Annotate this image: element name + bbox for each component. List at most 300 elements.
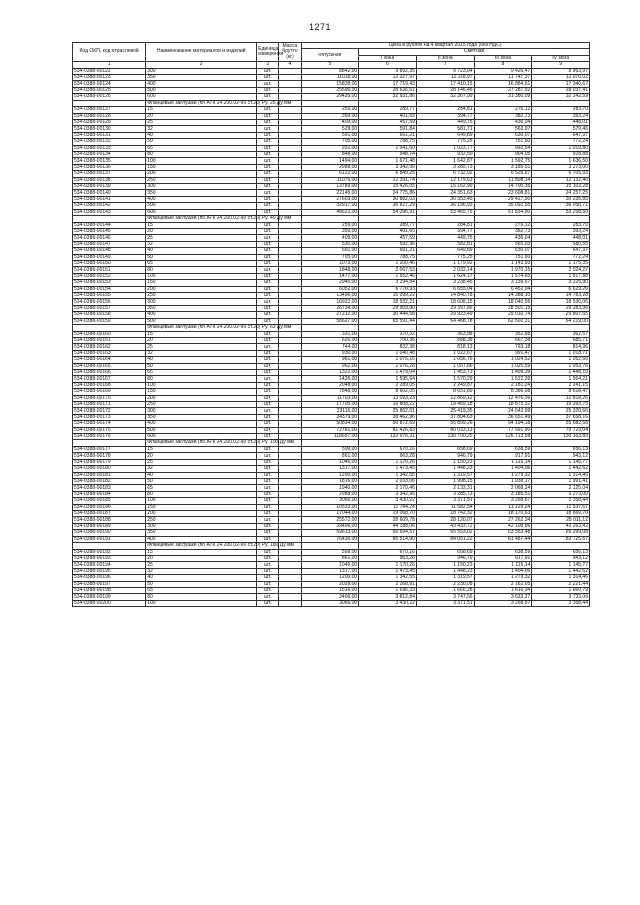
price-zone-4: 17 346,67 <box>532 81 590 87</box>
price-zone-2: 28 146,46 <box>416 87 474 93</box>
item-unit: шт. <box>257 261 279 267</box>
price-zone-2: 1 056,76 <box>416 357 474 363</box>
item-code: 534-0388-00160 <box>73 331 146 337</box>
price-zone-2: 394,77 <box>416 229 474 235</box>
price-zone-3: 1 115,14 <box>474 562 532 568</box>
price-zone-4: 8 963,97 <box>532 68 590 74</box>
item-code: 534-0388-00148 <box>73 248 146 254</box>
price-zone-3: 14 388,10 <box>474 292 532 298</box>
price-zone-1: 1 170,26 <box>359 562 417 568</box>
item-unit: шт. <box>257 132 279 138</box>
price-zone-1: 3 430,22 <box>359 498 417 504</box>
price-zone-3: 276,12 <box>474 222 532 228</box>
price-otpusknaya: 961,00 <box>301 357 359 363</box>
price-zone-2: 3 285,73 <box>416 491 474 497</box>
item-unit: шт. <box>257 382 279 388</box>
price-zone-1: 65 591,44 <box>359 318 417 324</box>
item-size: 15 <box>146 107 257 113</box>
price-zone-2: 449,75 <box>416 120 474 126</box>
item-size: 32 <box>146 466 257 472</box>
header-otpusknaya: отпускная <box>301 49 359 62</box>
price-otpusknaya: 59613,00 <box>301 530 359 536</box>
price-zone-3: 12 476,56 <box>474 395 532 401</box>
price-zone-2: 6 655,04 <box>416 286 474 292</box>
price-zone-3: 3 185,51 <box>474 491 532 497</box>
price-zone-1: 1 075,16 <box>359 357 417 363</box>
group-title: Фланцевые заглушки (по АТК 24.200.02-90 ст.20) Ру. 100 Ду мм <box>147 439 294 446</box>
price-otpusknaya: 931,00 <box>301 145 359 151</box>
price-zone-1: 700,36 <box>359 338 417 344</box>
item-size: 80 <box>146 376 257 382</box>
item-unit: шт. <box>257 120 279 126</box>
item-size: 50 <box>146 139 257 145</box>
item-code: 534-0388-00194 <box>73 562 146 568</box>
price-otpusknaya: 11018,00 <box>301 74 359 80</box>
price-zone-2: 3 371,51 <box>416 498 474 504</box>
price-zone-1: 591,84 <box>359 126 417 132</box>
item-code: 534-0388-00179 <box>73 459 146 465</box>
price-zone-2: 25 419,35 <box>416 408 474 414</box>
price-zone-3: 18 170,63 <box>474 510 532 516</box>
item-unit: шт. <box>257 107 279 113</box>
item-unit: шт. <box>257 370 279 376</box>
item-unit: шт. <box>257 536 279 542</box>
item-unit: шт. <box>257 485 279 491</box>
item-code: 534-0388-00177 <box>73 447 146 453</box>
header-unit: Единица измерения <box>257 43 279 62</box>
price-zone-3: 630,07 <box>474 248 532 254</box>
price-otpusknaya: 626,00 <box>301 338 359 344</box>
price-otpusknaya: 72781,00 <box>301 427 359 433</box>
price-zone-3: 3 139,67 <box>474 280 532 286</box>
item-unit: шт. <box>257 350 279 356</box>
price-zone-2: 1 998,15 <box>416 479 474 485</box>
item-code: 534-0388-00184 <box>73 491 146 497</box>
item-code: 534-0388-00127 <box>73 107 146 113</box>
item-size: 15 <box>146 222 257 228</box>
price-zone-4: 393,24 <box>532 229 590 235</box>
price-zone-2: 1 022,67 <box>416 350 474 356</box>
price-otpusknaya: 529,00 <box>301 126 359 132</box>
item-code: 534-0388-00195 <box>73 568 146 574</box>
price-otpusknaya: 13789,00 <box>301 183 359 189</box>
price-zone-2: 18 742,32 <box>416 510 474 516</box>
price-zone-1: 2 268,91 <box>359 581 417 587</box>
price-zone-3: 1 143,93 <box>474 261 532 267</box>
item-size: 400 <box>146 81 257 87</box>
item-code: 534-0388-00187 <box>73 510 146 516</box>
item-size: 400 <box>146 312 257 318</box>
price-zone-4: 29 283,96 <box>532 305 590 311</box>
price-zone-3: 6 526,67 <box>474 171 532 177</box>
price-zone-3: 1 616,34 <box>474 588 532 594</box>
price-zone-3: 8 366,08 <box>474 389 532 395</box>
item-code: 534-0388-00165 <box>73 363 146 369</box>
price-zone-1: 661,21 <box>359 248 417 254</box>
price-zone-3: 29 427,50 <box>474 196 532 202</box>
item-code: 534-0388-00153 <box>73 280 146 286</box>
item-unit: шт. <box>257 491 279 497</box>
price-zone-4: 448,01 <box>532 120 590 126</box>
price-zone-3: 77 591,90 <box>474 427 532 433</box>
price-otpusknaya: 25572,00 <box>301 517 359 523</box>
price-zone-1: 1 342,55 <box>359 472 417 478</box>
price-zone-4: 814,96 <box>532 344 590 350</box>
price-zone-4: 1 175,35 <box>532 261 590 267</box>
price-zone-1: 3 342,95 <box>359 164 417 170</box>
item-size: 40 <box>146 248 257 254</box>
price-otpusknaya: 409,00 <box>301 120 359 126</box>
item-size: 150 <box>146 389 257 395</box>
price-zone-3: 276,12 <box>474 107 532 113</box>
price-otpusknaya: 1494,00 <box>301 158 359 164</box>
price-zone-4: 283,70 <box>532 222 590 228</box>
price-zone-3: 793,18 <box>474 344 532 350</box>
item-unit: шт. <box>257 568 279 574</box>
price-zone-1: 15 099,22 <box>359 292 417 298</box>
price-zone-4: 1 019,80 <box>532 145 590 151</box>
price-otpusknaya: 591,00 <box>301 248 359 254</box>
price-zone-2: 3 371,51 <box>416 600 474 606</box>
price-zone-1: 832,38 <box>359 344 417 350</box>
item-unit: шт. <box>257 421 279 427</box>
item-code: 534-0388-00134 <box>73 152 146 158</box>
item-unit: шт. <box>257 504 279 510</box>
price-zone-4: 1 145,77 <box>532 459 590 465</box>
price-zone-2: 55 899,26 <box>416 421 474 427</box>
price-zone-4: 1 145,77 <box>532 562 590 568</box>
item-code: 534-0388-00163 <box>73 350 146 356</box>
price-zone-1: 25 862,01 <box>359 408 417 414</box>
price-otpusknaya: 409,00 <box>301 235 359 241</box>
item-size: 65 <box>146 485 257 491</box>
price-zone-2: 84 051,22 <box>416 536 474 542</box>
price-otpusknaya: 1516,00 <box>301 588 359 594</box>
price-zone-4: 647,37 <box>532 132 590 138</box>
price-zone-3: 1 970,15 <box>474 267 532 273</box>
price-zone-1: 19 808,22 <box>359 401 417 407</box>
price-zone-3: 1 938,17 <box>474 479 532 485</box>
table-row <box>73 600 590 606</box>
item-unit: шт. <box>257 562 279 568</box>
price-zone-2: 15 162,99 <box>416 183 474 189</box>
item-unit: шт. <box>257 594 279 600</box>
price-otpusknaya: 1816,00 <box>301 479 359 485</box>
item-code: 534-0388-00142 <box>73 203 146 209</box>
price-zone-3: 1 592,75 <box>474 158 532 164</box>
table-body <box>73 68 590 607</box>
price-zone-4: 656,13 <box>532 447 590 453</box>
price-zone-1: 44 188,06 <box>359 523 417 529</box>
item-size: 500 <box>146 318 257 324</box>
item-size: 600 <box>146 94 257 100</box>
price-zone-1: 1 595,64 <box>359 376 417 382</box>
price-zone-1: 12 391,74 <box>359 177 417 183</box>
price-otpusknaya: 3406,00 <box>301 594 359 600</box>
price-otpusknaya: 591,00 <box>301 132 359 138</box>
item-code: 534-0388-00146 <box>73 235 146 241</box>
price-zone-4: 1 991,41 <box>532 479 590 485</box>
price-zone-2: 19 469,18 <box>416 401 474 407</box>
item-unit: шт. <box>257 318 279 324</box>
price-zone-1: 38 462,96 <box>359 414 417 420</box>
price-zone-2: 658,69 <box>416 549 474 555</box>
price-zone-1: 12 327,97 <box>359 74 417 80</box>
item-code: 534-0388-00132 <box>73 139 146 145</box>
price-zone-2: 1 448,23 <box>416 466 474 472</box>
price-zone-2: 649,89 <box>416 248 474 254</box>
item-unit: шт. <box>257 113 279 119</box>
item-size: 400 <box>146 536 257 542</box>
price-zone-2: 818,13 <box>416 344 474 350</box>
header-zone-1: I зона <box>359 55 417 61</box>
price-zone-1: 289,77 <box>359 107 417 113</box>
item-code: 534-0388-00200 <box>73 600 146 606</box>
item-code: 534-0388-00169 <box>73 389 146 395</box>
item-size: 32 <box>146 126 257 132</box>
item-size: 200 <box>146 510 257 516</box>
item-unit: шт. <box>257 427 279 433</box>
price-zone-3: 28 501,15 <box>474 305 532 311</box>
item-size: 150 <box>146 280 257 286</box>
item-size: 100 <box>146 382 257 388</box>
price-zone-4: 685,71 <box>532 338 590 344</box>
item-size: 65 <box>146 588 257 594</box>
item-unit: шт. <box>257 376 279 382</box>
item-code: 534-0388-00192 <box>73 549 146 555</box>
item-size: 300 <box>146 299 257 305</box>
item-size: 100 <box>146 273 257 279</box>
price-zone-4: 656,13 <box>532 549 590 555</box>
item-unit: шт. <box>257 433 279 439</box>
item-unit: шт. <box>257 164 279 170</box>
price-otpusknaya: 1317,00 <box>301 568 359 574</box>
item-size: 250 <box>146 401 257 407</box>
price-zone-1: 6 849,25 <box>359 171 417 177</box>
price-otpusknaya: 13496,00 <box>301 292 359 298</box>
column-index: 5 <box>301 62 359 68</box>
price-zone-2: 64 468,78 <box>416 318 474 324</box>
price-table <box>72 42 590 607</box>
item-unit: шт. <box>257 81 279 87</box>
price-zone-3: 1 025,59 <box>474 363 532 369</box>
price-otpusknaya: 744,00 <box>301 344 359 350</box>
price-zone-1: 1 671,48 <box>359 158 417 164</box>
price-zone-2: 17 410,15 <box>416 81 474 87</box>
price-zone-1: 948,74 <box>359 152 417 158</box>
column-index: 9 <box>532 62 590 68</box>
item-size: 500 <box>146 203 257 209</box>
item-code: 534-0388-00170 <box>73 395 146 401</box>
price-zone-1: 1 200,46 <box>359 261 417 267</box>
price-zone-3: 1 024,52 <box>474 357 532 363</box>
item-code: 534-0388-00161 <box>73 338 146 344</box>
item-unit: шт. <box>257 357 279 363</box>
price-zone-4: 64 219,00 <box>532 318 590 324</box>
price-zone-3: 352,88 <box>474 331 532 337</box>
price-zone-3: 1 522,39 <box>474 376 532 382</box>
price-zone-3: 11 747,37 <box>474 74 532 80</box>
price-otpusknaya: 48621,00 <box>301 209 359 215</box>
price-zone-3: 2 162,05 <box>474 581 532 587</box>
item-size: 80 <box>146 594 257 600</box>
price-zone-2: 2 133,31 <box>416 485 474 491</box>
item-unit: шт. <box>257 331 279 337</box>
item-unit: шт. <box>257 530 279 536</box>
header-mass: Масса брутто (кг) <box>279 43 301 62</box>
price-zone-2: 449,75 <box>416 235 474 241</box>
price-otpusknaya: 930,00 <box>301 350 359 356</box>
price-zone-4: 1 448,10 <box>532 370 590 376</box>
price-zone-2: 582,81 <box>416 241 474 247</box>
price-zone-2: 284,81 <box>416 222 474 228</box>
price-zone-2: 11 582,54 <box>416 504 474 510</box>
item-code: 534-0388-00147 <box>73 241 146 247</box>
price-zone-2: 43 433,72 <box>416 523 474 529</box>
price-otpusknaya: 27212,00 <box>301 312 359 318</box>
price-zone-2: 12 179,63 <box>416 177 474 183</box>
item-size: 300 <box>146 408 257 414</box>
price-zone-1: 28 609,78 <box>359 517 417 523</box>
price-otpusknaya: 16922,00 <box>301 299 359 305</box>
price-otpusknaya: 50834,00 <box>301 421 359 427</box>
item-size: 25 <box>146 235 257 241</box>
price-zone-2: 775,25 <box>416 254 474 260</box>
item-size: 40 <box>146 132 257 138</box>
price-zone-4: 580,55 <box>532 241 590 247</box>
item-unit: шт. <box>257 312 279 318</box>
price-zone-4: 772,24 <box>532 139 590 145</box>
price-zone-1: 457,59 <box>359 235 417 241</box>
item-code: 534-0388-00174 <box>73 421 146 427</box>
price-zone-4: 12 132,46 <box>532 177 590 183</box>
price-zone-1: 963,28 <box>359 556 417 562</box>
item-code: 534-0388-00159 <box>73 318 146 324</box>
price-zone-4: 1 636,50 <box>532 158 590 164</box>
price-zone-3: 991,47 <box>474 350 532 356</box>
price-zone-4: 3 225,90 <box>532 280 590 286</box>
price-otpusknaya: 2048,00 <box>301 382 359 388</box>
price-zone-1: 1 041,60 <box>359 145 417 151</box>
price-zone-3: 751,60 <box>474 139 532 145</box>
item-code: 534-0388-00144 <box>73 222 146 228</box>
price-zone-1: 2 289,05 <box>359 382 417 388</box>
item-code: 534-0388-00138 <box>73 177 146 183</box>
price-zone-1: 81 426,83 <box>359 427 417 433</box>
item-code: 534-0388-00135 <box>73 158 146 164</box>
price-zone-2: 2 230,08 <box>416 581 474 587</box>
group-title: Фланцевые заглушки (по АТК 24.200.02-90 ст.20) Ру. 63 Ду мм <box>147 323 292 330</box>
price-zone-3: 51 834,90 <box>474 209 532 215</box>
price-zone-2: 1 624,17 <box>416 273 474 279</box>
price-zone-3: 436,04 <box>474 120 532 126</box>
price-otpusknaya: 17705,00 <box>301 401 359 407</box>
item-code: 534-0388-00152 <box>73 273 146 279</box>
price-otpusknaya: 3066,00 <box>301 600 359 606</box>
price-zone-4: 2 221,44 <box>532 581 590 587</box>
price-otpusknaya: 1317,00 <box>301 466 359 472</box>
price-zone-4: 579,46 <box>532 126 590 132</box>
price-otpusknaya: 3066,00 <box>301 498 359 504</box>
item-code: 534-0388-00199 <box>73 594 146 600</box>
price-zone-2: 29 923,49 <box>416 312 474 318</box>
price-zone-1: 18 932,21 <box>359 299 417 305</box>
price-zone-3: 667,38 <box>474 338 532 344</box>
item-unit: шт. <box>257 414 279 420</box>
price-zone-2: 65 553,02 <box>416 530 474 536</box>
price-zone-3: 36 651,49 <box>474 414 532 420</box>
price-zone-4: 3 358,44 <box>532 498 590 504</box>
item-size: 250 <box>146 177 257 183</box>
price-zone-4: 1 018,71 <box>532 350 590 356</box>
price-zone-3: 31 380,09 <box>474 94 532 100</box>
price-zone-2: 80 033,13 <box>416 427 474 433</box>
item-size: 200 <box>146 171 257 177</box>
price-zone-1: 1 342,55 <box>359 575 417 581</box>
item-size: 40 <box>146 472 257 478</box>
item-code: 534-0388-00185 <box>73 498 146 504</box>
price-zone-1: 1 479,04 <box>359 370 417 376</box>
price-zone-4: 448,01 <box>532 235 590 241</box>
item-unit: шт. <box>257 305 279 311</box>
item-code: 534-0388-00158 <box>73 312 146 318</box>
price-zone-3: 3 633,27 <box>474 594 532 600</box>
item-size: 50 <box>146 254 257 260</box>
item-unit: шт. <box>257 447 279 453</box>
price-zone-4: 1 053,76 <box>532 363 590 369</box>
item-unit: шт. <box>257 273 279 279</box>
item-unit: шт. <box>257 453 279 459</box>
price-zone-3: 638,59 <box>474 549 532 555</box>
price-zone-2: 8 651,89 <box>416 389 474 395</box>
price-otpusknaya: 331,00 <box>301 331 359 337</box>
item-code: 534-0388-00178 <box>73 453 146 459</box>
item-code: 534-0388-00150 <box>73 261 146 267</box>
price-zone-1: 3 342,95 <box>359 491 417 497</box>
price-zone-4: 283,70 <box>532 107 590 113</box>
price-zone-3: 11 808,14 <box>474 177 532 183</box>
item-size: 350 <box>146 305 257 311</box>
item-unit: шт. <box>257 248 279 254</box>
item-code: 534-0388-00167 <box>73 376 146 382</box>
price-zone-3: 24 643,99 <box>474 408 532 414</box>
item-code: 534-0388-00133 <box>73 145 146 151</box>
price-zone-4: 6 629,26 <box>532 286 590 292</box>
price-zone-4: 1 442,62 <box>532 568 590 574</box>
header-code: Код ОКП, код отраслевой <box>73 43 146 62</box>
price-zone-2: 581,71 <box>416 126 474 132</box>
group-title: Фланцевые заглушки (по АТК 24.200.02-90 ст.20) Ру. 160 Ду мм <box>147 541 294 548</box>
item-code: 534-0388-00164 <box>73 357 146 363</box>
price-otpusknaya: 1073,00 <box>301 261 359 267</box>
item-unit: шт. <box>257 338 279 344</box>
price-zone-1: 670,16 <box>359 549 417 555</box>
price-zone-2: 946,79 <box>416 453 474 459</box>
price-zone-1: 8 602,05 <box>359 389 417 395</box>
price-zone-3: 54 194,18 <box>474 421 532 427</box>
price-otpusknaya: 26734,00 <box>301 305 359 311</box>
item-code: 534-0388-00182 <box>73 479 146 485</box>
item-size: 20 <box>146 453 257 459</box>
item-unit: шт. <box>257 203 279 209</box>
price-zone-4: 943,12 <box>532 556 590 562</box>
item-size: 350 <box>146 190 257 196</box>
item-size: 25 <box>146 459 257 465</box>
price-zone-1: 1 170,26 <box>359 459 417 465</box>
price-zone-3: 81 487,44 <box>474 536 532 542</box>
price-zone-3: 1 409,39 <box>474 370 532 376</box>
price-zone-3: 630,07 <box>474 132 532 138</box>
